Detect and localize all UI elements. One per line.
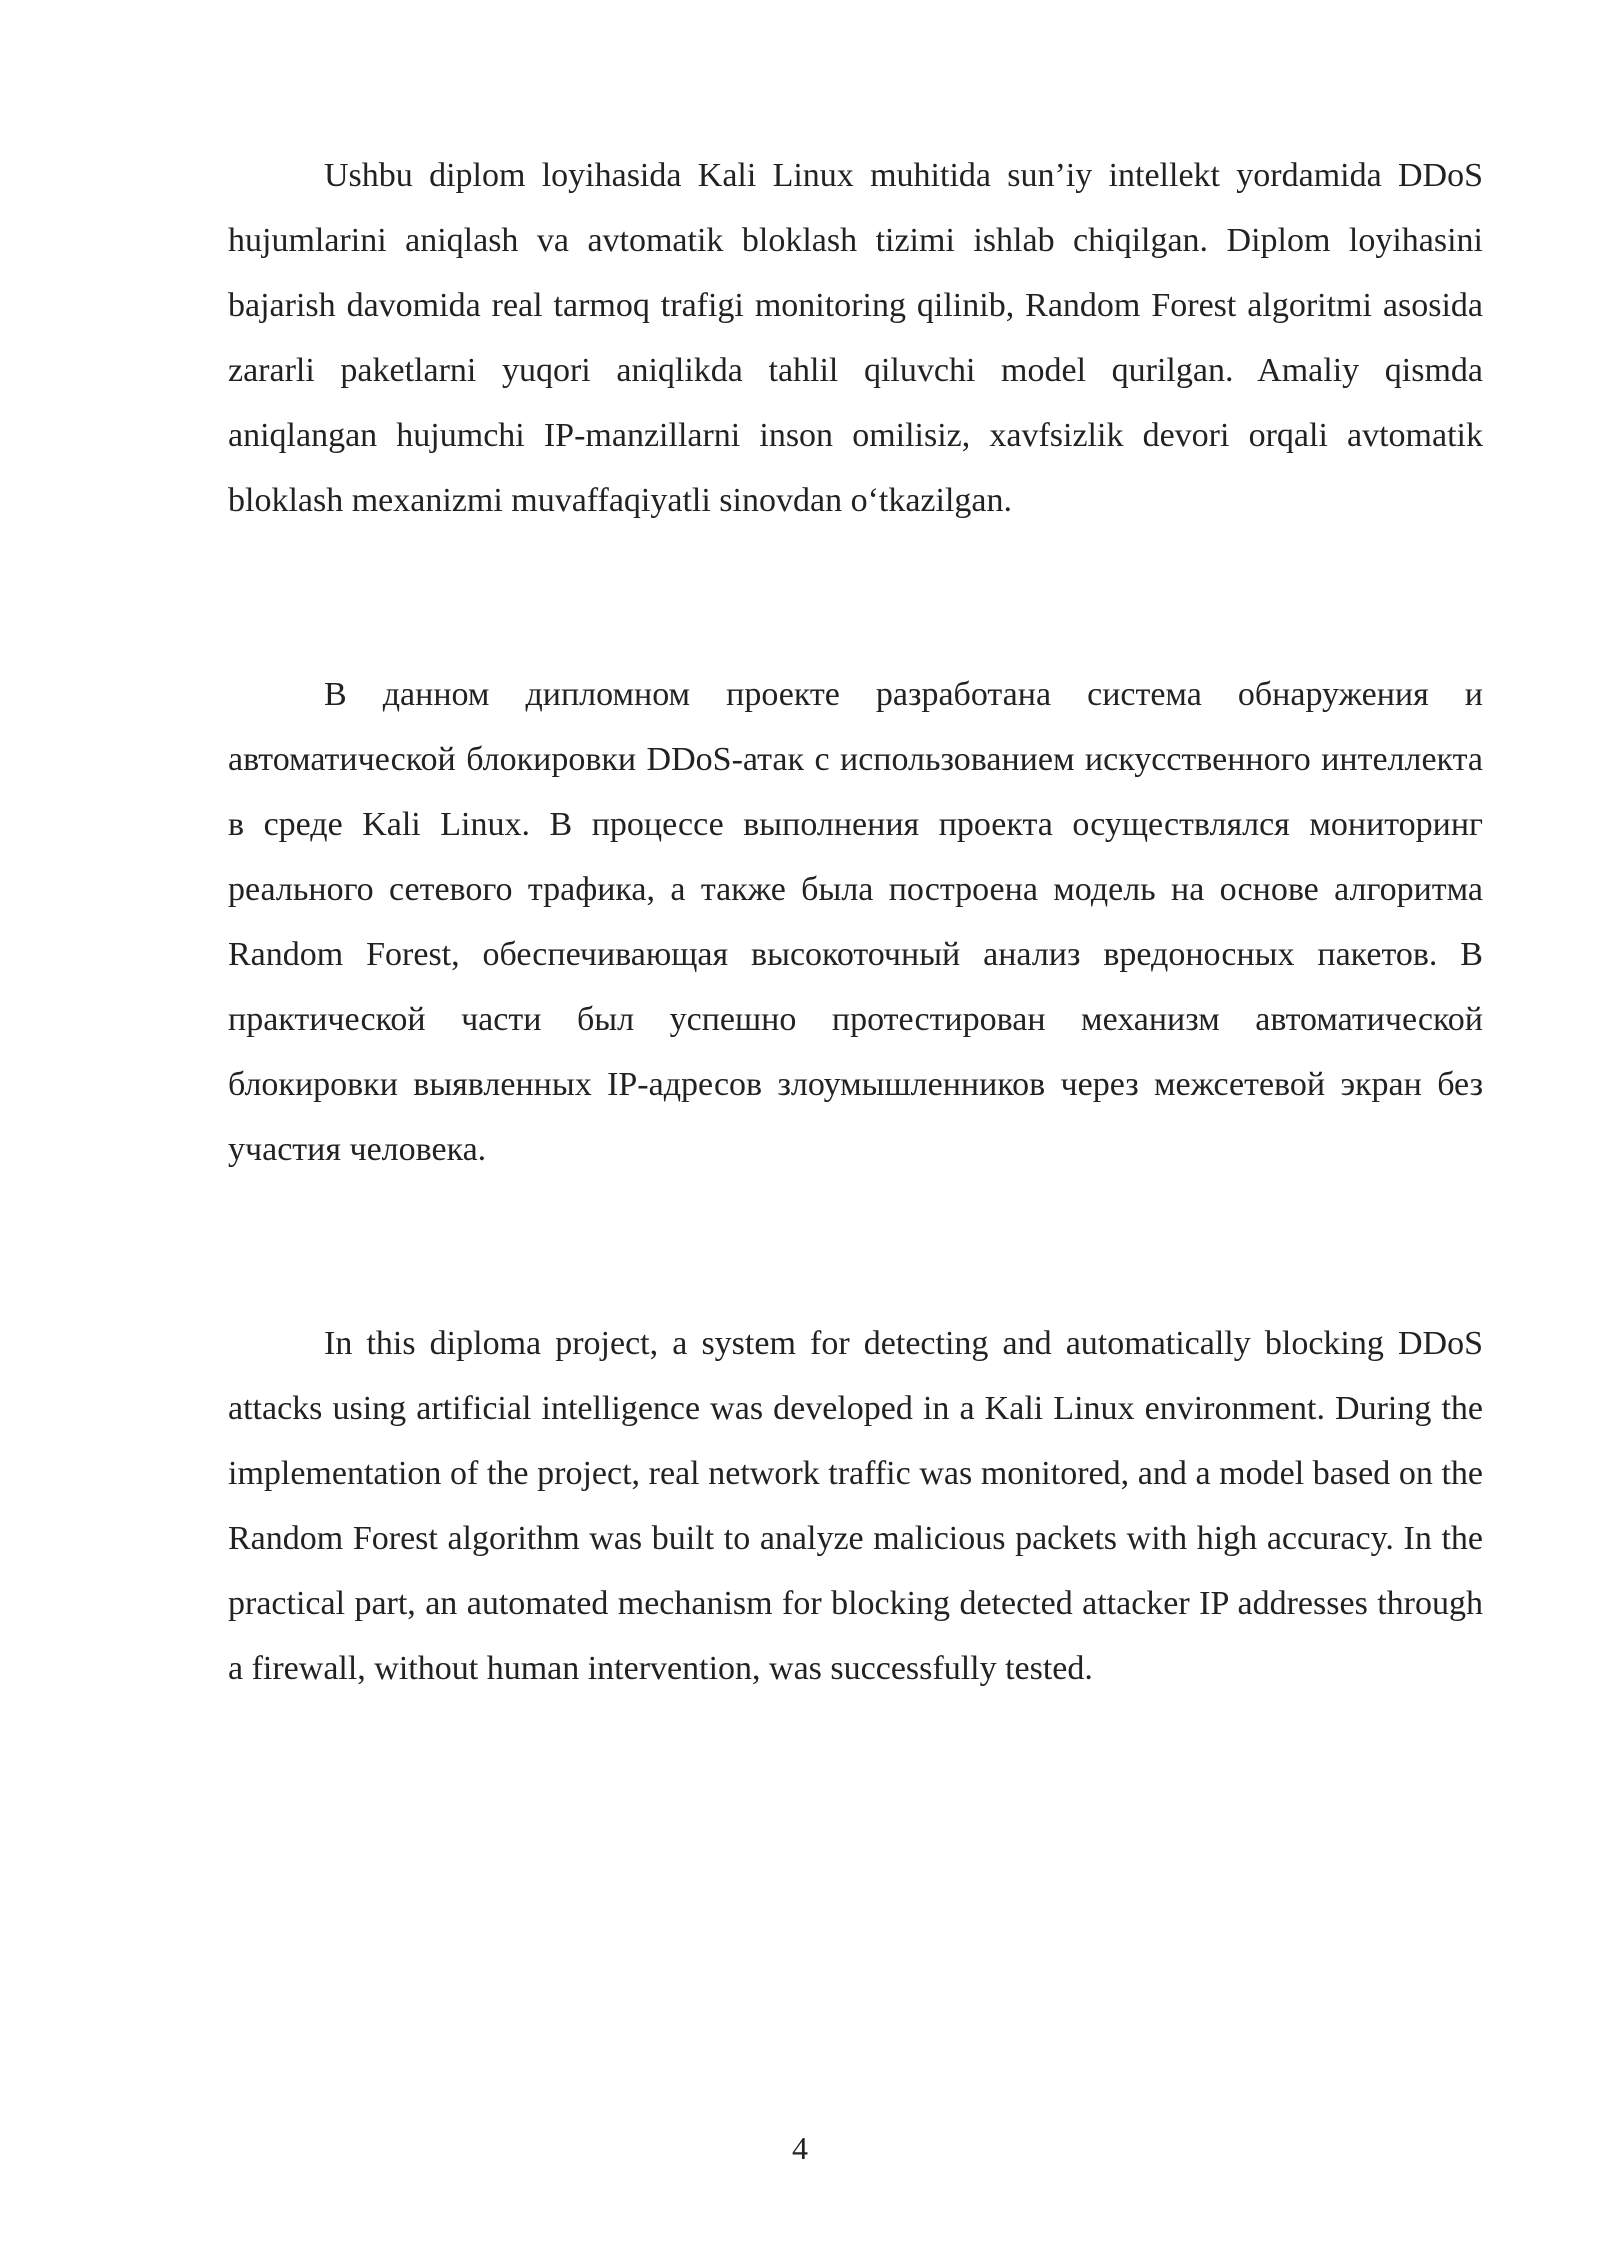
abstract-paragraph-russian: В данном дипломном проекте разработана система обнаружения и автоматической блокировки DDoS-атак с использованием искусственного интеллекта в среде Kali Linux. В процессе выполнения проекта осуществлялся мониторинг реального сетевого трафика, а также была построена модель на основе алгоритма Random Forest, обеспечивающая высокоточный анализ вредоносных пакетов. В практической части был успешно протестирован механизм автоматической блокировки выявленных IP-адресов злоумышленников через межсетевой экран без участия человека. (228, 676, 1483, 1168)
page-number: 4 (792, 2130, 808, 2166)
abstract-paragraph-uzbek: Ushbu diplom loyihasida Kali Linux muhitida sun’iy intellekt yordamida DDoS hujumlarini aniqlash va avtomatik bloklash tizimi ishlab chiqilgan. Diplom loyihasini bajarish davomida real tarmoq trafigi monitoring qilinib, Random Forest algoritmi asosida zararli paketlarni yuqori aniqlikda tahlil qiluvchi model qurilgan. Amaliy qismda aniqlangan hujumchi IP-manzillarni inson omilisiz, xavfsizlik devori orqali avtomatik bloklash mexanizmi muvaffaqiyatli sinovdan o‘tkazilgan. (228, 157, 1483, 519)
abstract-paragraph-english: In this diploma project, a system for detecting and automatically blocking DDoS attacks using artificial intelligence was developed in a Kali Linux environment. During the implementation of the project, real network traffic was monitored, and a model based on the Random Forest algorithm was built to analyze malicious packets with high accuracy. In the practical part, an automated mechanism for blocking detected attacker IP addresses through a firewall, without human intervention, was successfully tested. (228, 1325, 1483, 1687)
